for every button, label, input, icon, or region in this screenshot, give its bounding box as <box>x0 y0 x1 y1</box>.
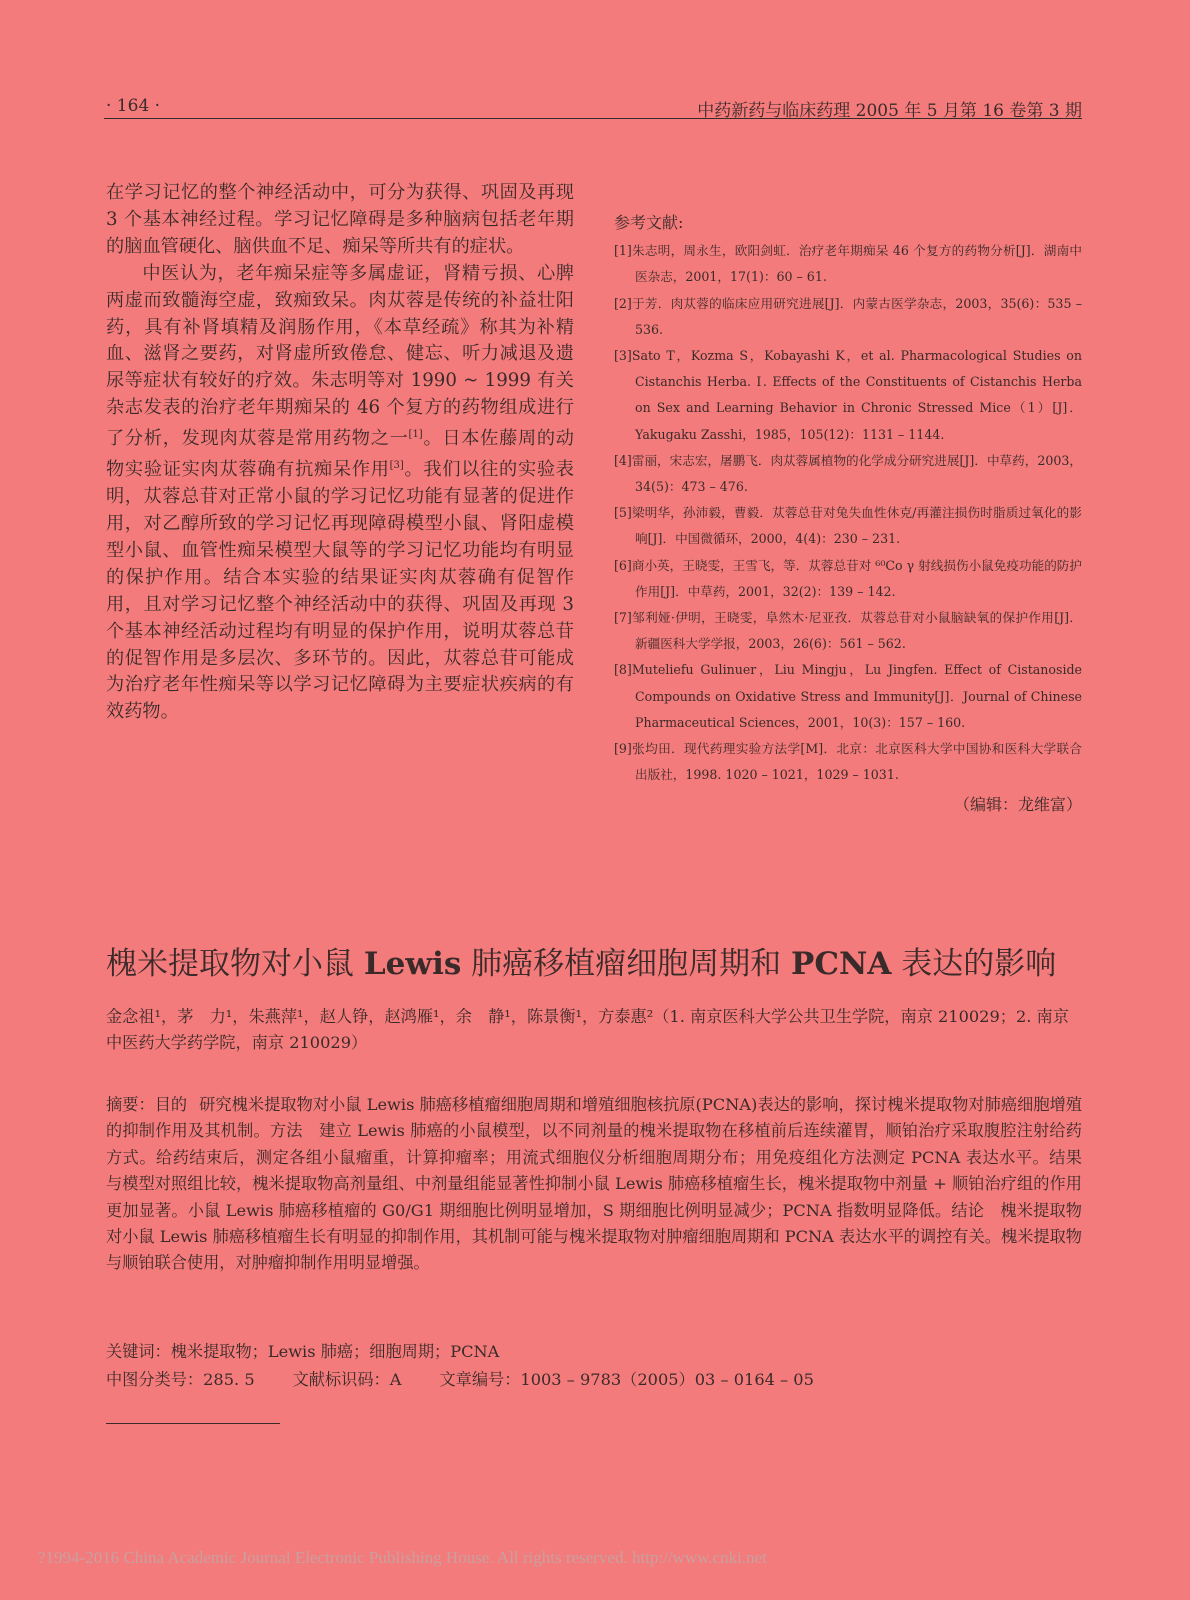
title-text: 槐米提取物对小鼠 <box>106 946 364 982</box>
references-section <box>614 210 1082 819</box>
authors-affiliations: 金念祖¹，茅 力¹，朱燕萍¹，赵人铮，赵鸿雁¹，余 静¹，陈景衡¹，方泰惠²（1. 南京医科大学公共卫生学院，南京 210029；2. 南京中医药大学药学院，南京 210029） <box>106 1007 1069 1052</box>
abstract <box>106 1092 1099 1277</box>
document-code: 文献标识码：A <box>292 1370 402 1389</box>
title-text: 表达的影响 <box>891 946 1057 982</box>
reference-item: [9]张均田．现代药理实验方法学[M]．北京：北京医科大学中国协和医科大学联合出版社，1998. 1020 – 1021，1029 – 1031. <box>614 741 1082 783</box>
body-text: 中医认为，老年痴呆症等多属虚证，肾精亏损、心脾两虚而致髓海空虚，致痴致呆。肉苁蓉是传统的补益壮阳药，具有补肾填精及润肠作用，《本草经疏》称其为补精血、滋肾之要药，对肾虚所致倦怠、健忘、听力减退及遗尿等症状有较好的疗效。朱志明等对 1990 ~ 1999 有关杂志发表的治疗老年期痴呆的 46 个复方的药物组成进行了分析，发现肉苁蓉是常用药物之一 <box>106 262 574 450</box>
citation-3[interactable]: [3] <box>389 460 404 472</box>
reference-item: [3]Sato T，Kozma S，Kobayashi K，et al. Pharmacological Studies on Cistanchis Herba. Ⅰ. Effects of the Constituents of Cistanchis Herba on Sex and Learning Behavior in Chronic Stressed Mice（1）[J]．Yakugaku Zasshi，1985，105(12)：1131 – 1144. <box>614 348 1082 442</box>
title-bold: PCNA <box>791 946 892 982</box>
title-text: 肺癌移植瘤细胞周期和 <box>461 946 792 982</box>
body-paragraph-2 <box>106 261 574 727</box>
reference-item: [1]朱志明，周永生，欧阳剑虹．治疗老年期痴呆 46 个复方的药物分析[J]．湖南中医杂志，2001，17(1)：60 – 61. <box>614 243 1082 285</box>
clc-number: 中图分类号：285. 5 <box>106 1370 255 1389</box>
reference-item: [8]Muteliefu Gulinuer，Liu Mingju，Lu Jingfen. Effect of Cistanoside Compounds on Oxidative Stress and Immunity[J]．Journal of Chinese Pharmaceutical Sciences，2001，10(3)：157 – 160. <box>614 662 1082 730</box>
body-text: 。我们以往的实验表明，苁蓉总苷对正常小鼠的学习记忆功能有显著的促进作用，对乙醇所致的学习记忆再现障碍模型小鼠、肾阳虚模型小鼠、血管性痴呆模型大鼠等的学习记忆功能均有明显的保护作用。结合本实验的结果证实肉苁蓉确有促智作用，且对学习记忆整个神经活动中的获得、巩固及再现 3 个基本神经活动过程均有明显的保护作用，说明苁蓉总苷的促智作用是多层次、多环节的。因此，苁蓉总苷可能成为治疗老年性痴呆等以学习记忆障碍为主要症状疾病的有效药物。 <box>106 459 574 723</box>
footnote-rule <box>106 1423 280 1424</box>
page-number: · 164 · <box>106 96 161 116</box>
title-bold: Lewis <box>363 946 462 982</box>
copyright-watermark: ?1994-2016 China Academic Journal Electronic Publishing House. All rights reserved. http://www.cnki.net <box>38 1548 767 1567</box>
editor-note: （编辑：龙维富） <box>953 795 1082 815</box>
citation-1[interactable]: [1] <box>408 429 423 441</box>
abstract-text: 研究槐米提取物对小鼠 Lewis 肺癌移植瘤细胞周期和增殖细胞核抗原(PCNA)表达的影响，探讨槐米提取物对肺癌细胞增殖的抑制作用及其机制。方法 建立 Lewis 肺癌的小鼠模型，以不同剂量的槐米提取物在移植前后连续灌胃，顺铂治疗采取腹腔注射给药方式。给药结束后，测定各组小鼠瘤重，计算抑瘤率；用流式细胞仪分析细胞周期分布；用免疫组化方法测定 PCNA 表达水平。结果 与模型对照组比较，槐米提取物高剂量组、中剂量组能显著性抑制小鼠 Lewis 肺癌移植瘤生长，槐米提取物中剂量 + 顺铂治疗组的作用更加显著。小鼠 Lewis 肺癌移植瘤的 G0/G1 期细胞比例明显增加，S 期细胞比例明显减少；PCNA 指数明显降低。结论 槐米提取物对小鼠 Lewis 肺癌移植瘤生长有明显的抑制作用，其机制可能与槐米提取物对肿瘤细胞周期和 PCNA 表达水平的调控有关。槐米提取物与顺铂联合使用，对肿瘤抑制作用明显增强。 <box>106 1095 1099 1273</box>
body-paragraph-1: 在学习记忆的整个神经活动中，可分为获得、巩固及再现 3 个基本神经过程。学习记忆障碍是多种脑病包括老年期的脑血管硬化、脑供血不足、痴呆等所共有的症状。 <box>106 182 574 257</box>
classification-line <box>106 1366 814 1390</box>
keywords: 关键词：槐米提取物；Lewis 肺癌；细胞周期；PCNA <box>106 1342 500 1361</box>
references-title: 参考文献: <box>614 213 684 232</box>
reference-item: [6]商小英，王晓雯，王雪飞，等．苁蓉总苷对 ⁶⁰Co γ 射线损伤小鼠免疫功能的防护作用[J]．中草药，2001，32(2)：139 – 142. <box>614 557 1082 599</box>
journal-header: 中药新药与临床药理 2005 年 5 月第 16 卷第 3 期 <box>697 101 1082 121</box>
body-column <box>106 180 574 726</box>
reference-item: [4]雷丽，宋志宏，屠鹏飞．肉苁蓉属植物的化学成分研究进展[J]．中草药，2003，34(5)：473 – 476. <box>614 452 1082 495</box>
reference-item: [5]梁明华，孙沛毅，曹毅．苁蓉总苷对兔失血性休克/再灌注损伤时脂质过氧化的影响[J]．中国微循环，2000，4(4)：230 – 231. <box>614 505 1082 547</box>
article-number: 文章编号：1003 – 9783（2005）03 – 0164 – 05 <box>439 1370 814 1389</box>
body-text: 。日本佐藤周的动物实验证实肉苁蓉确有抗痴呆作用 <box>106 428 574 481</box>
reference-item: [2]于芳．肉苁蓉的临床应用研究进展[J]．内蒙古医学杂志，2003，35(6)：535 – 536. <box>614 295 1082 337</box>
article-title <box>106 944 1056 984</box>
abstract-label: 摘要：目的 <box>106 1095 188 1114</box>
reference-item: [7]邹利娅·伊明，王晓雯，阜然木·尼亚孜．苁蓉总苷对小鼠脑缺氧的保护作用[J]．新疆医科大学学报，2003，26(6)：561 – 562. <box>614 610 1082 652</box>
header-rule <box>104 118 1082 119</box>
